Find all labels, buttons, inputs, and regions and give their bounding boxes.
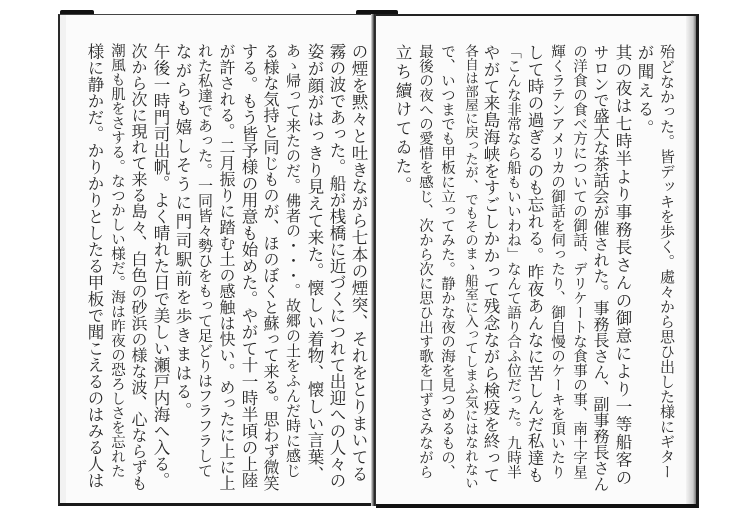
right-column-11: で、いつまでも甲板に立ってみた。静かな夜の海を見つめるもの、 [439,44,455,479]
right-column-12: 最後の夜への愛惜を感じ、次から次に思ひ出す歌を口ずさみながら [417,44,433,479]
right-column-5: の洋食の食べ方についての御話、デリケートな食事の事、南十字星 [571,44,587,479]
left-column-1: の煙を黙々と吐きながら七本の煙突、それをとりまいてる [349,43,368,483]
right-column-1: 殆どなかった。皆デッキを歩く。處々から思ひ出した様にギター [658,44,676,479]
open-notebook [58,14,700,502]
left-column-10: 午後一時門司出帆。よく晴れた日で美しい瀬戸内海へ入る。 [151,43,170,489]
right-column-10: 各自は部屋に戻ったが、でもそのまゝ船室に入ってしまふ気にはなれない [462,44,478,490]
right-column-3: 其の夜は七時半より事務長さんの御意により一等船客の [613,44,632,487]
right-column-8: 「こんな非常なら船もいいわね」なんて語り合ふ位だった。九時半 [505,44,521,479]
right-column-4: サロンで盛大な茶話会が催された。事務長さん、副事務長さん [591,44,610,492]
left-column-2: 霧の波であった。船が桟橋に近づくにつれて出迎への人々の [327,43,346,489]
right-page [376,14,699,508]
left-column-3: 姿が顔がはっきり見えて来た。懐しい着物、懐しい言葉、 [305,43,324,483]
right-column-6: 輝くラテンアメリカの御話を伺ったり、御自慢のケーキを頂いたり [549,44,565,479]
left-column-11: 次から次に現れて来る島々、白色の砂浜の様な波、心ならずも [129,43,148,491]
left-column-6: する。もう皆予様の用意も始めた。やがて十一時半頃の上陸 [239,43,258,489]
left-column-13: 様に静かだ。かりかりとしたる甲板で聞こえるのはみる人は [85,43,104,489]
left-page [58,14,376,506]
right-column-9: やがて来島海峡をすごしかかって残念ながら検疫を終って [481,44,500,484]
left-column-12: 潮風も肌をさする。なつかしい様だ。海は昨夜の恐ろしさを忘れた [109,43,125,478]
left-column-8: れた私達であった。一同皆々勢ひをもって足どりはフラフラして [196,43,214,478]
left-column-5: る様な気持と同じものが、ほのぼくと蘇って来る。思わず微笑 [261,43,280,491]
right-column-2: が聞える。 [635,44,654,139]
left-column-9: ながらも嬉しそうに門司駅前を歩きまはる。 [173,43,192,421]
left-column-4: あゝ帰って来たのだ。佛者の・・・。故郷の土をふんだ時に感じ [284,43,302,478]
right-column-13: 立ち續けてゐた。 [393,44,412,196]
left-column-7: が許される。二月振りに踏む土の感触は快い。めったに上に上 [217,43,236,491]
right-column-7: して時の過ぎるのも忘れる。昨夜あんなに苦しんだ私達も [525,44,544,484]
